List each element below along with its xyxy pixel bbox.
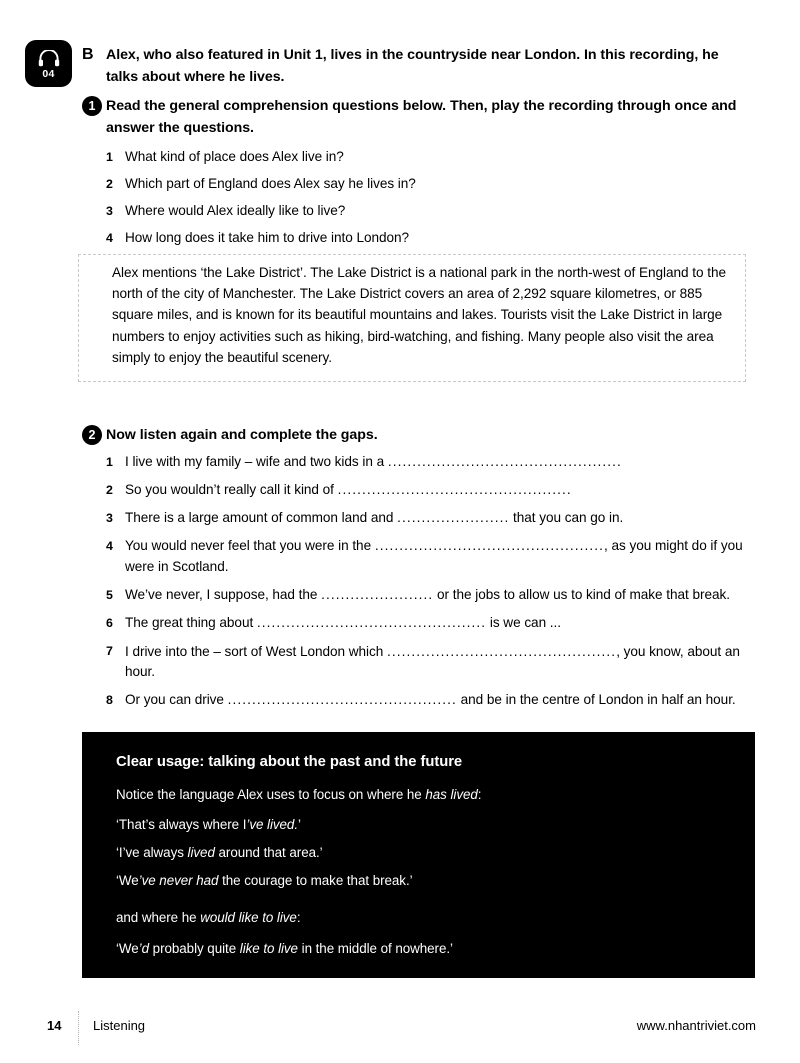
question-text: Which part of England does Alex say he lives in? (125, 176, 416, 192)
gap-fill-item (106, 536, 756, 577)
gap-fill-item (106, 613, 756, 634)
comprehension-question-item (106, 147, 756, 168)
comprehension-question-item (106, 201, 756, 222)
gap-sentence (125, 480, 756, 501)
gap-blank[interactable]: ............................................... (227, 692, 457, 708)
gap-fill-item (106, 690, 756, 711)
usage-italic-run: like to live (239, 940, 298, 956)
task-2-heading: Now listen again and complete the gaps. (106, 427, 378, 443)
gap-number: 2 (106, 482, 113, 497)
usage-plain-run: probably quite (149, 940, 240, 956)
gap-number: 1 (106, 454, 113, 469)
gap-text-after: is we can ... (486, 615, 561, 631)
footer-section-name: Listening (93, 1018, 146, 1033)
usage-example-line (116, 939, 721, 959)
gap-text-after: that you can go in. (509, 510, 624, 526)
headphones-icon (25, 40, 72, 87)
usage-plain-run: the courage to make that break.’ (218, 873, 413, 889)
usage-italic-run: ’ve never had (138, 873, 219, 889)
gap-text-before: I drive into the – sort of West London which (125, 643, 387, 659)
gap-blank[interactable]: ............................................... (386, 643, 617, 659)
usage-italic-run: ’ve lived. (246, 817, 298, 833)
comprehension-question-item (106, 174, 756, 195)
gap-text-before: You would never feel that you were in the (125, 538, 375, 554)
section-intro-text: Alex, who also featured in Unit 1, lives in the countryside near London. In this recording, he talks about where he lives. (106, 47, 719, 85)
gap-sentence (125, 508, 756, 529)
gap-number: 8 (106, 692, 113, 707)
comprehension-question-list (106, 147, 756, 256)
intro-future-colon: : (296, 910, 301, 926)
gap-text-after: . (566, 482, 571, 498)
gap-text-after: . (617, 454, 621, 469)
footer-page-number: 14 (47, 1018, 62, 1033)
question-text: Where would Alex ideally like to live? (125, 203, 346, 219)
question-number: 2 (106, 176, 113, 191)
gap-text-after: or the jobs to allow us to kind of make that break. (433, 587, 730, 603)
usage-plain-run: in the middle of nowhere.’ (297, 940, 453, 956)
task-1-heading: Read the general comprehension questions below. Then, play the recording through once and answer the questions. (106, 98, 737, 136)
usage-plain-run: ‘We (116, 873, 139, 889)
usage-plain-run: ‘We (116, 940, 139, 956)
gap-blank[interactable]: ............................................... (337, 482, 567, 498)
intro-future-plain: and where he (116, 910, 201, 926)
gap-sentence (125, 452, 756, 473)
usage-plain-run: ’ (298, 817, 301, 833)
clear-usage-title: Clear usage: talking about the past and the future (116, 754, 463, 770)
gap-blank[interactable]: ............................................... (387, 454, 618, 469)
gap-number: 4 (106, 538, 113, 553)
usage-example-line (116, 871, 721, 891)
question-text: What kind of place does Alex live in? (125, 149, 344, 164)
gap-text-before: We’ve never, I suppose, had the (125, 587, 322, 603)
intro-past-colon: : (477, 787, 482, 802)
gap-blank[interactable]: ............................................... (374, 538, 605, 554)
usage-example-line (116, 843, 721, 863)
gap-fill-item (106, 480, 756, 501)
gap-sentence (125, 536, 756, 577)
gap-fill-item (106, 585, 756, 606)
gap-fill-list (106, 452, 756, 719)
section-letter: B (82, 46, 94, 63)
usage-plain-run: ‘I’ve always (116, 845, 188, 861)
gap-sentence (125, 690, 756, 711)
clear-usage-intro-past (116, 785, 721, 805)
gap-text-after: and be in the centre of London in half an hour. (456, 692, 736, 708)
gap-number: 5 (106, 587, 113, 602)
question-number: 3 (106, 203, 113, 218)
clear-usage-closing-question: Where have you lived and where would you like to live? (116, 980, 462, 997)
comprehension-question-item (106, 228, 756, 249)
gap-text-before: There is a large amount of common land and (125, 510, 398, 526)
gap-number: 7 (106, 644, 113, 659)
usage-plain-run: around that area.’ (214, 845, 323, 861)
footer-website: www.nhantriviet.com (636, 1018, 756, 1033)
question-number: 4 (106, 230, 113, 245)
gap-text-after: , you know, about an hour. (125, 643, 740, 680)
past-example-list (116, 815, 721, 891)
task-marker-2: 2 (82, 425, 102, 445)
intro-future-italic: would like to live (200, 910, 297, 926)
intro-past-plain: Notice the language Alex uses to focus on where he (116, 787, 426, 802)
gap-fill-item (106, 642, 756, 683)
gap-fill-item (106, 508, 756, 529)
gap-fill-item (106, 452, 756, 473)
clear-usage-panel (82, 732, 755, 997)
gap-sentence (125, 613, 756, 634)
gap-text-after: , as you might do if you were in Scotland. (125, 538, 743, 575)
clear-usage-intro-future (116, 908, 721, 928)
question-number: 1 (106, 149, 113, 164)
footer-divider (78, 1011, 80, 1045)
gap-text-before: Or you can drive (125, 692, 228, 708)
gap-blank[interactable]: ....................... (321, 587, 434, 603)
track-number: 04 (42, 67, 55, 80)
usage-italic-run: ’d (138, 940, 149, 956)
question-text: How long does it take him to drive into London? (125, 230, 410, 246)
gap-blank[interactable]: ............................................... (256, 615, 487, 631)
gap-text-before: I live with my family – wife and two kids in a (125, 454, 388, 469)
usage-example-line (116, 815, 721, 835)
gap-text-before: So you wouldn’t really call it kind of (125, 482, 338, 498)
usage-italic-run: lived (187, 845, 215, 861)
gap-sentence (125, 585, 756, 606)
intro-past-italic: has lived (425, 787, 478, 802)
gap-number: 6 (106, 615, 113, 630)
gap-text-before: The great thing about (125, 615, 257, 631)
gap-sentence (125, 642, 756, 683)
usage-plain-run: ‘That’s always where I (116, 817, 247, 833)
info-box-text: Alex mentions ‘the Lake District’. The Lake District is a national park in the north-west of England to the north of the city of Manchester. The Lake District covers an area of 2,292 square kilometres, or 885 square miles, and is known for its beautiful mountains and lakes. Tourists visit the Lake District in large numbers to enjoy activities such as hiking, bird-watching, and fishing. Many people also visit the area simply to enjoy the beautiful scenery. (112, 265, 726, 365)
gap-number: 3 (106, 510, 113, 525)
task-marker-1: 1 (82, 96, 102, 116)
gap-blank[interactable]: ....................... (397, 510, 510, 526)
future-example-list (116, 939, 721, 959)
